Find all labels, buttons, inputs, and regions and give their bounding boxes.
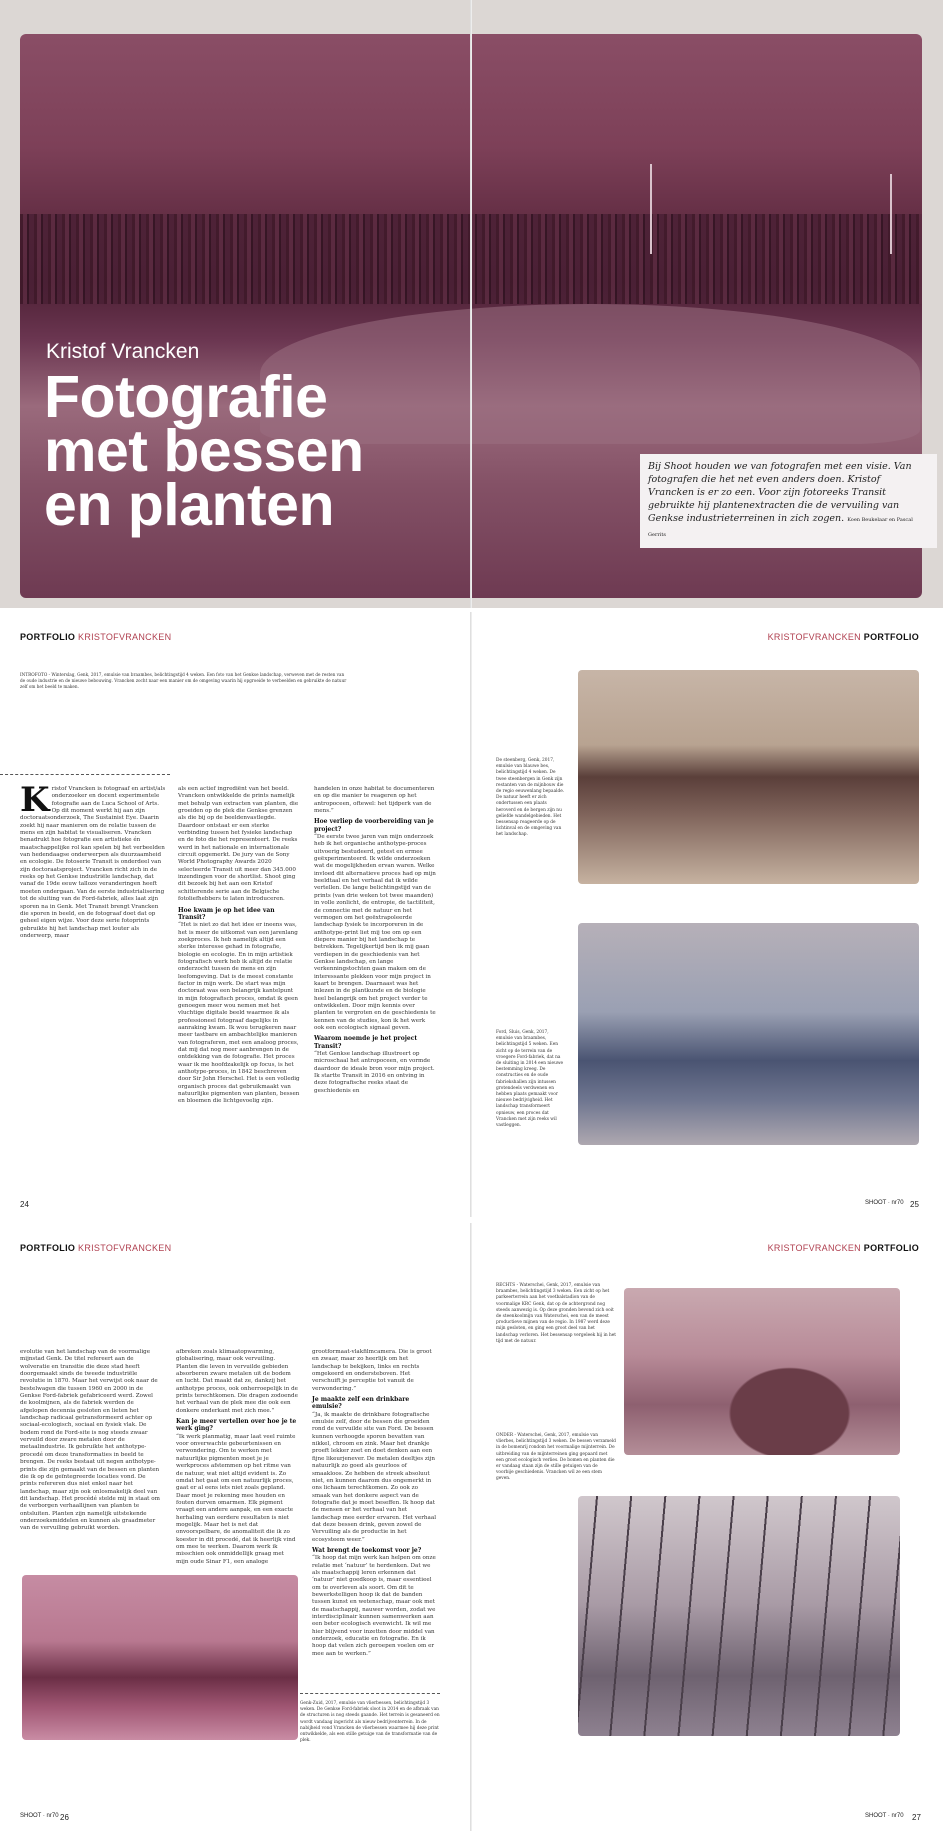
dashed-rule xyxy=(300,1693,440,1694)
text-column-1 xyxy=(20,780,167,970)
body-text: ristof Vrancken is fotograaf en artist/als onderzoeker en docent experimentele fotografie aan de Luca School of Arts. Op dit moment werkt hij aan zijn doctoraatsonderzoek, The Sustainist Eye. Daarin zoekt hij naar manieren om de relatie tussen de mens en zijn habitat te visualiseren. Vrancken benadrukt hoe fotografie een artistieke én maatschappelijke rol kan spelen bij het verbeelden van hedendaagse onderwerpen als duurzaamheid en ecologie. De fotoserie Transit is onderdeel van zijn doctoraatsproject. Vrancken richt zich in de reeks op het Genkse industriële landschap, dat vanaf de 19de eeuw talloze veranderingen heeft moeten ondergaan. Van de eerste industrialisering tot de sluiting van de Ford-fabriek, alles laat zijn sporen na in Genk. Met Transit brengt Vrancken die sporen in beeld, en de fotograaf doet dat op geheel eigen wijze. Voor deze serie fotoprints gebruikte hij het landschap met louter als onderwerp, maar xyxy=(20,786,166,939)
page-gutter xyxy=(470,1223,472,1831)
running-head-section: PORTFOLIO xyxy=(20,632,76,642)
page-gutter xyxy=(470,612,472,1217)
running-head-left xyxy=(20,1243,171,1253)
interview-question: Wat brengt de toekomst voor je? xyxy=(312,1546,422,1554)
body-text: handelen in onze habitat te documenteren en op die manier te reageren op het antropoceen, oftewel: het tijdperk van de mens.” xyxy=(314,786,435,815)
body-text: “Het is niet zo dat het idee er ineens was, het is meer de uitkomst van een jarenlang zoekproces. Ik heb namelijk altijd een sterke interesse gehad in fotografie, biologie en ecologie. En in mijn artistiek fotografisch werk heb ik altijd de relatie onderzocht tussen de mens en zijn leefomgeving. Dat is de meest constante factor in mijn werk. De start was mijn doctoraat was een belangrijk kantelpunt in mijn fotografisch proces, omdat ik geen genoegen meer wou nemen met het vluchtige digitale beeld waarmee ik als professioneel fotograaf dagelijks in aanraking kwam. Ik wou terugkeren naar meer tastbare en ambachtelijke manieren van fotograferen, met een analoog proces, dat mij dat nog meer aanbrengen in de ontdekking van de fotografie. Het proces waar ik me hoofdzakelijk op focus, is het anthotype-proces, in 1842 beschreven door Sir John Herschel. Het is een volledig organisch proces dat gebruikmaakt van natuurlijke pigmenten van planten, bessen en bloemen die lichtgevoelig zijn. xyxy=(178,922,300,1105)
intro-credit: Koen Beukelaar en Pascal Gerrits xyxy=(648,517,913,538)
page-label: SHOOT · nr70 xyxy=(865,1813,904,1819)
drop-cap: K xyxy=(20,780,50,820)
page-label: SHOOT · nr70 xyxy=(20,1813,59,1819)
body-text: “Ja, ik maakte de drinkbare fotografische emulsie zelf, door de bessen die groeiden rond de vervuilde site van Ford. De bessen kunnen verhoogde sporen bevatten van nikkel, chroom en zink. Maar het drankje proeft lekker zoet en doet denken aan een fijne likeurjenever. De metalen deeltjes zijn natuurlijk zo goed als geurloos of smaakloos. Ze hebben de streek absoluut niet, en kunnen daarom dus ongemerkt in ons lichaam terechtkomen. Zo ook zo smaak van het donkere aspect van de fotografie dat je moet beseffen. Ik hoop dat de mensen er het verhaal van het landschap mee eerder ervaren. Het verhaal dat deze bessen drink, geven zowel de Vervuiling als de productie in het ecosysteem weer.” xyxy=(312,1411,436,1543)
page-number: 25 xyxy=(910,1200,919,1209)
intro-box xyxy=(640,454,937,548)
photo-caption: ONDER - Waterschei, Genk, 2017, emulsie van vlierbes, belichtingstijd 3 weken. De bessen verzameld in de bomenrij rondom het voormalige mijnterrein. De uitbreiding van de mijnterreinen ging gepaard met een groot ecologisch verlies. De bomen en planten die er vandaag staan zijn de stille getuigen van de voorbije geschiedenis. Vrancken wil ze een stem geven. xyxy=(496,1433,616,1482)
interview-question: Hoe kwam je op het idee van Transit? xyxy=(178,906,275,921)
intro-text: Bij Shoot houden we van fotografen met een visie. Van fotografen die het net even anders doen. Kristof Vrancken is er zo een. Voor zijn fotoreeks Transit gebruikte hij plantenextracten die de vervuiling van Genkse industrieterreinen in zich zogen. xyxy=(648,461,912,524)
page-number: 27 xyxy=(912,1813,921,1822)
body-text: “Ik hoop dat mijn werk kan helpen om onze relatie met ‘natuur’ te herdenken. Dat we als maatschappij leren erkennen dat ‘natuur’ niet goedkoop is, maar essentieel om te overleven als soort. Om dit te bewerkstelligen hoop ik dat de banden tussen kunst en wetenschap, maar ook met de maatschappij, nauwer worden, zodat we interdisciplinair kunnen samenwerken aan een beter ecologisch evenwicht. Ik wil me hier blijvend voor inzetten door middel van onderzoek, educatie en fotografie. En ik hoop dat velen zich geroepen voelen om er mee aan te werken.” xyxy=(312,1555,436,1657)
dashed-rule xyxy=(0,774,170,775)
page-number: 24 xyxy=(20,1200,29,1209)
running-head-left xyxy=(20,632,171,642)
text-column-1 xyxy=(20,1349,160,1567)
article-title xyxy=(44,364,364,538)
page-number: 26 xyxy=(60,1813,69,1822)
interview-question: Je maakte zelf een drinkbare emulsie? xyxy=(312,1396,410,1411)
title-line: Fotografie xyxy=(44,364,328,430)
author-name: Kristof Vrancken xyxy=(46,340,200,363)
photo-caption: Ford, Sluis, Genk, 2017, emulsie van braambes, belichtingstijd 5 weken. Een zicht op de terrein van de vroegere Ford-fabriek, dat na de sluiting in 2014 een nieuwe bestemming kreeg. De constructies en de oude fabriekshallen zijn intussen grotendeels verdwenen en hebben plaats gemaakt voor nieuwe bedrijvigheid. Het landschap transformeert opnieuw, een proces dat Vrancken met zijn reeks wil vastleggen. xyxy=(496,1030,564,1129)
body-text: grootformaat-vlakfilmcamera. Die is groot en zwaar, maar zo heerlijk om het landschap te bekijken, links en rechts omgekeerd en ondersteboven. Het verschuift je perceptie tot vanuit de verwondering.” xyxy=(312,1349,432,1392)
text-column-2 xyxy=(176,1349,298,1567)
running-head-name: KRISTOFVRANCKEN xyxy=(767,1243,861,1253)
page-gutter xyxy=(470,0,472,608)
body-text: “Het Genkse landschap illustreert op microschaal het antropoceen, en vormde daardoor de ideale bron voor mijn project. Ik startte Transit in 2016 en ontving in deze fotografische reeks staat de geschiedenis en xyxy=(314,1051,435,1094)
running-head-name: KRISTOFVRANCKEN xyxy=(78,1243,172,1253)
running-head-right xyxy=(768,632,919,642)
running-head-name: KRISTOFVRANCKEN xyxy=(767,632,861,642)
running-head-section: PORTFOLIO xyxy=(20,1243,76,1253)
running-head-section: PORTFOLIO xyxy=(863,632,919,642)
intro-photo-caption: INTROFOTO - Winterslag, Genk, 2017, emulsie van braambes, belichtingstijd 4 weken. Een foto van het Genkse landschap, verweven met de resten van de oude industrie en de nieuwe bebouwing. Vrancken zocht naar een manier om de omgeving waarin hij opgroeide te verbeelden en gebruikte de natuur zelf om het beeld te maken. xyxy=(20,672,347,689)
wind-turbine-mark xyxy=(650,164,652,254)
ford-site-photo xyxy=(578,923,919,1145)
body-text: afbreken zoals klimaatopwarming, globalisering, maar ook vervuiling. Planten die leven in vervuilde gebieden absorberen zware metalen uit de bodem en lucht. Dat maakt dat ze, dankzij het anthotype proces, ook onherroepelijk in de prints terechtkomen. Die dragen zodoende het verhaal van de plek mee die ook een donkere onderkant met zich mee.” xyxy=(176,1349,298,1414)
page-label: SHOOT · nr70 xyxy=(865,1200,904,1206)
title-line: en planten xyxy=(44,472,335,538)
body-text: als een actief ingrediënt van het beeld. Vrancken ontwikkelde de prints namelijk met behulp van extracten van planten, die groeiden op de plek die Genkse grenzen als die bij op de beeldenvastlegde. Daardoor ontstaat er een sterke verbinding tussen het fysieke landschap en de foto die het representeert. De reeks werd in het nationale en internationale circuit opgemerkt. De jury van de Sony World Photography Awards 2020 selecteerde Transit uit meer dan 345.000 inzendingen voor de shortlist. Shoot ging dit bezoek bij het aan een Kristof schitterende serie aan de Belgische fotoliefhebbers te laten introduceren. xyxy=(178,786,299,903)
waterschei-parking-photo xyxy=(624,1288,900,1455)
photo-caption: Genk-Zuid, 2017, emulsie van vlierbessen, belichtingstijd 3 weken. De Genkse Ford-fabriek sloot in 2014 en de afbraak van de structuren is nog steeds gaande. Het terrein is gesaneerd en wordt vandaag ingericht als nieuw bedrijventerrein. In de nabijheid vond Vrancken de vlierbessen waarmee hij deze print ontwikkelde, als een stille getuige van de transformatie van de plek. xyxy=(300,1701,440,1744)
interview-question: Kan je meer vertellen over hoe je te werk ging? xyxy=(176,1418,297,1433)
waterschei-trees-photo xyxy=(578,1496,900,1736)
wind-turbine-mark xyxy=(890,174,892,254)
running-head-section: PORTFOLIO xyxy=(863,1243,919,1253)
text-column-3 xyxy=(314,786,436,1168)
title-line: met bessen xyxy=(44,418,364,484)
text-column-3 xyxy=(312,1349,437,1685)
genk-zuid-photo xyxy=(22,1575,298,1740)
photo-caption: De steenberg, Genk, 2017, emulsie van blauwe bes, belichtingstijd 4 weken. De twee steenbergen in Genk zijn restanten van de mijnbouw die de regio eeuwenlang bepaalde. De natuur heeft er zich ondertussen een plaats heroverd en de bergen zijn nu geliefde wandelgebieden. Het bessensap reageerde op de lichtinval en de omgeving van het landschap. xyxy=(496,758,565,838)
body-text: evolutie van het landschap van de voormalige mijnstad Genk. De titel refereert aan de wolveratie en transitie die deze stad heeft doorgemaakt sinds de tweede industriële revolutie in 1870. Maar het verwijst ook naar de bestelwagen die tussen 1960 en 2000 in de Genkse Ford-fabriek gefabriceerd werd. Zowel de koolmijnen, als de fabriek werden de afgelopen decennia gesloten en lieten het landschap radicaal getransformeerd achter op sociaal-ecologisch, sociaal en fysiek vlak. De bodem rond de Ford-site is nog steeds zwaar vervuild door zware metalen door de metaalindustrie. Ik gebruikte het anthotype-procedé om deze transformaties in beeld te brengen. De reeks bestaat uit negen anthotype-prints die zijn gemaakt van de bessen en planten die ik op de geïntegreerde locaties vond. De prints refereren dus niet enkel naar het landschap, maar zijn ook onlosmakelijk deel van dit landschap. Het procédé stelde mij in staat om de verborgen verhaallijnen van planten te ontsluiten. Planten zijn namelijk uitstekende onderzoeksmiddelen en kunnen als graadmeter van de vervuiling gebruikt worden. xyxy=(20,1349,160,1532)
text-column-2 xyxy=(178,786,300,1168)
interview-question: Hoe verliep de voorbereiding van je project? xyxy=(314,818,434,833)
body-text: “De eerste twee jaren van mijn onderzoek heb ik het organische anthotype-proces uitvoerig bestudeerd, getest en ermee geëxperimenteerd. Ik wilde onderzoeken wat de mogelijkheden ervan waren. Welke invloed dit alternatieve proces had op mijn beeldtaal en het verhaal dat ik wilde vertellen. De lange belichtingstijd van de prints (van drie weken tot twee maanden) in volle zonlicht, de entropie, de tactiliteit, de connectie met de natuur en het vermogen om het geëxtrapoleerde landschap fysiek te incorporeren in de anthotype-print liet mij toe om op een diepere manier bij het landschap te betrekken. Tegelijkertijd ben ik mij gaan verdiepen in de geschiedenis van het Genkse landschap, en lange verkenningstochten gaan maken om de interessante plekken voor mijn project in kaart te brengen. Daarnaast was het inlezen in de plantkunde en de biologie heel belangrijk om het project verder te ontwikkelen. Door mijn kennis over planten te vergroten en de geschiedenis te kennen van de studies, kon ik het werk ook een ecologisch signaal geven. xyxy=(314,834,436,1031)
interview-question: Waarom noemde je het project Transit? xyxy=(314,1035,418,1050)
steenberg-photo xyxy=(578,670,919,884)
running-head-name: KRISTOFVRANCKEN xyxy=(78,632,172,642)
running-head-right xyxy=(768,1243,919,1253)
body-text: “Ik werk planmatig, maar laat veel ruimte voor onverwachte gebeurtenissen en verwondering. Om te werken met natuurlijke pigmenten moet je je werkproces afstemmen op het ritme van de natuur, wat niet altijd evident is. Zo omdat het gaat om een natuurlijk proces, gaat er al eens iets niet zoals gepland. Daar moet je rekening mee houden en fouten durven omarmen. Elk pigment vraagt een andere aanpak, en een exacte herhaling van eerdere resultaten is niet mogelijk. Maar het is net dat onvoorspelbare, de anomaliteit die ik zo koester in dit procedé, dat ik heerlijk vind om mee te werken. Daarom werk ik misschien ook onmiddellijk graag met mijn oude Sinar F1, een analoge xyxy=(176,1433,296,1565)
photo-caption: RECHTS - Waterschei, Genk, 2017, emulsie van braambes, belichtingstijd 3 weken. Een zicht op het parkeerterrein aan het voetbalstadion van de voormalige KRC Genk, dat op de achtergrond nog steeds aanwezig is. Op deze gronden bevond zich ooit de steenkoolmijn van Waterschei, een van de meest productieve mijnen van de regio. In 1987 werd deze mijn gesloten, en ging een groot deel van het landschap verloren. Het bessensap vergeleek hij in het tijd met de natuur. xyxy=(496,1283,617,1344)
cover-spread xyxy=(0,0,943,608)
